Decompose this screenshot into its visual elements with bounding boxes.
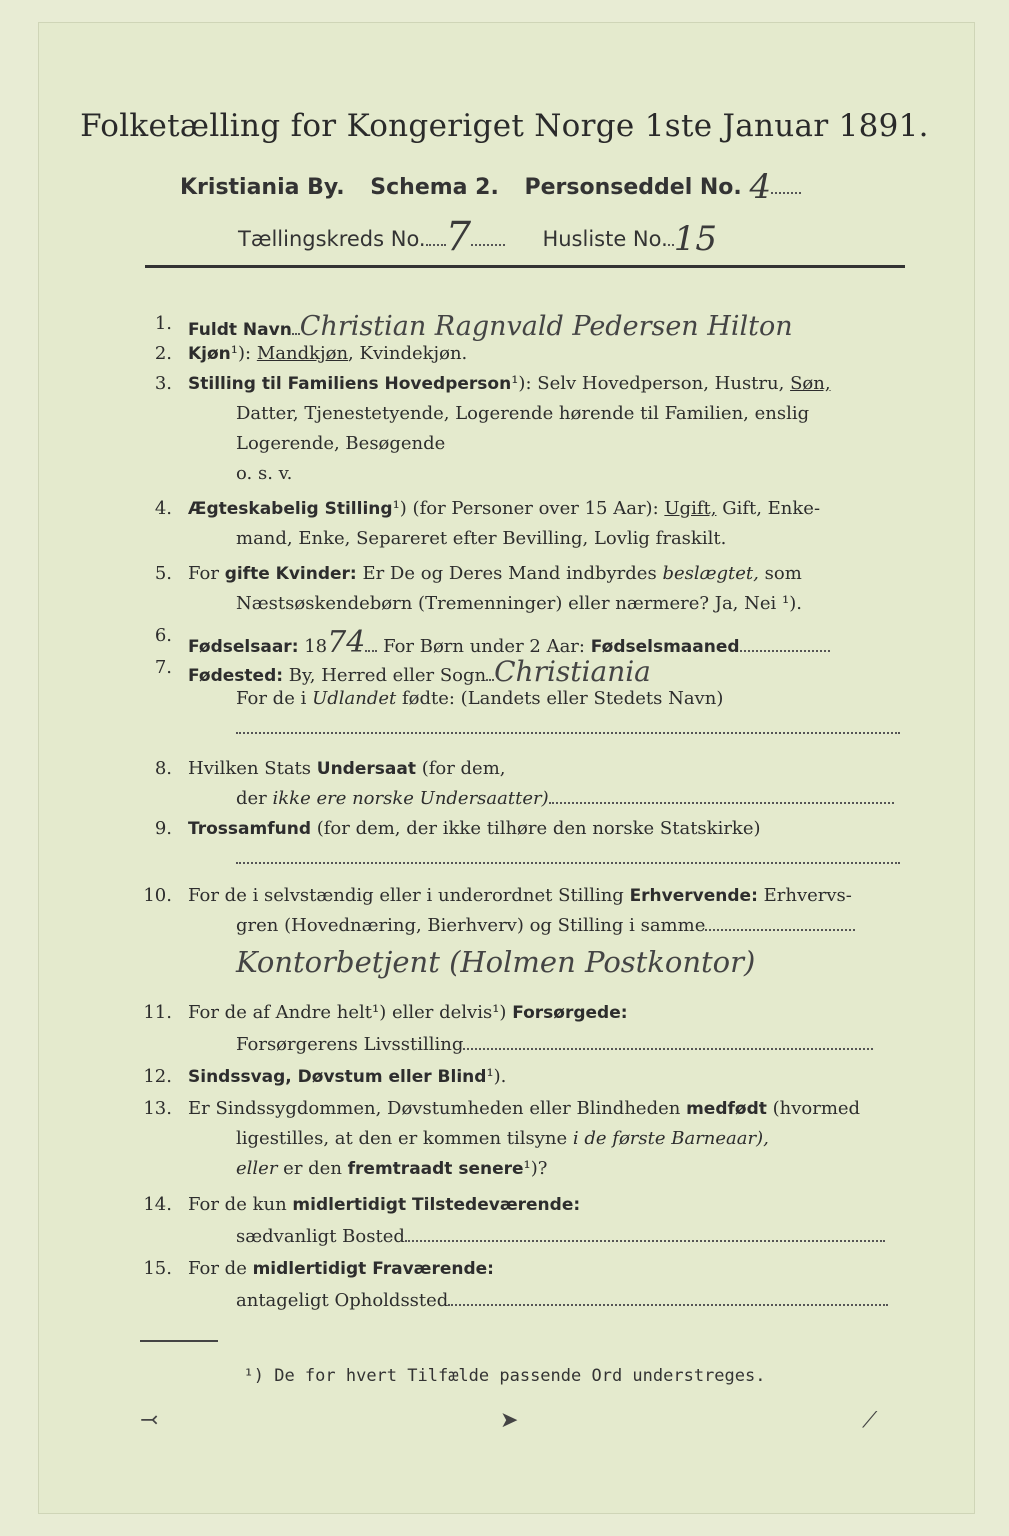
dependents-line-2 xyxy=(236,1034,873,1055)
item-number: 4. xyxy=(154,498,172,519)
item-family-position xyxy=(188,373,831,394)
footnote: ¹) De for hvert Tilfælde passende Ord understreges. xyxy=(243,1366,766,1386)
item-birthplace xyxy=(188,655,651,688)
item-congenital xyxy=(188,1098,860,1119)
birthplace-dotted-line xyxy=(236,718,900,739)
birth-month-text: For Børn under 2 Aar: xyxy=(383,636,585,657)
citizenship-pre: Hvilken Stats xyxy=(188,758,312,779)
item-disability xyxy=(188,1066,506,1087)
corner-mark-icon: ⟋ xyxy=(862,1408,878,1433)
birthplace-abroad: Udlandet xyxy=(312,688,397,709)
footnote-ref: ¹)? xyxy=(523,1158,548,1179)
item-number: 11. xyxy=(143,1002,172,1023)
personseddel-number: 4 xyxy=(749,167,772,207)
occupation-label: Erhvervende: xyxy=(629,886,758,906)
form-subtitle xyxy=(180,163,801,207)
citizenship-line-2 xyxy=(236,788,894,809)
item-number: 13. xyxy=(143,1098,172,1119)
footnote-ref: ¹) xyxy=(392,498,407,519)
item-citizenship xyxy=(188,758,506,779)
congenital-label: medfødt xyxy=(686,1099,767,1119)
husliste-number: 15 xyxy=(673,219,718,259)
religion-dotted-line xyxy=(236,848,900,869)
item-number: 8. xyxy=(154,758,172,779)
birthplace-text: By, Herred eller Sogn xyxy=(288,665,487,686)
full-name-label: Fuldt Navn xyxy=(188,320,292,340)
congenital-line-3-text: er den xyxy=(283,1158,342,1179)
family-position-options: Selv Hovedperson, Hustru, xyxy=(537,373,785,394)
item-married-women xyxy=(188,563,802,584)
married-women-line-2: Næstsøskendebørn (Tremenninger) eller nærmere? Ja, Nei ¹). xyxy=(236,593,802,614)
tellingskreds-label: Tællingskreds No. xyxy=(238,227,426,251)
religion-text: (for dem, der ikke tilhøre den norske Statskirke) xyxy=(316,818,761,839)
item-dependents xyxy=(188,1002,628,1023)
dependents-line-2-text: Forsørgerens Livsstilling xyxy=(236,1034,464,1055)
corner-mark-icon: ⤙ xyxy=(140,1408,159,1433)
item-number: 1. xyxy=(154,313,172,334)
birthplace-abroad-pre: For de i xyxy=(236,688,307,709)
item-number: 5. xyxy=(154,563,172,584)
marital-status-label: Ægteskabelig Stilling xyxy=(188,499,393,519)
temporary-absent-pre: For de xyxy=(188,1258,247,1279)
occupation-answer: Kontorbetjent (Holmen Postkontor) xyxy=(236,945,756,979)
city-label: Kristiania By. xyxy=(180,175,345,200)
congenital-pre: Er Sindssygdommen, Døvstumheden eller Blindheden xyxy=(188,1098,681,1119)
religion-label: Trossamfund xyxy=(188,819,311,839)
family-position-son: Søn, xyxy=(790,373,831,394)
item-occupation xyxy=(188,885,852,906)
married-women-text-2: som xyxy=(764,563,802,584)
citizenship-text: (for dem, xyxy=(421,758,506,779)
center-mark-icon: ➤ xyxy=(500,1408,519,1433)
item-number: 12. xyxy=(143,1066,172,1087)
footnote-ref: ¹). xyxy=(486,1066,507,1087)
occupation-answer-line xyxy=(236,945,755,979)
family-position-line-2: Datter, Tjenestetyende, Logerende hørende til Familien, enslig xyxy=(236,403,810,424)
birthplace-line-2 xyxy=(236,688,723,709)
congenital-line-3-italic: eller xyxy=(236,1158,278,1179)
item-number: 9. xyxy=(154,818,172,839)
item-marital-status xyxy=(188,498,820,519)
item-number: 2. xyxy=(154,343,172,364)
occupation-line-2-text: gren (Hovednæring, Bierhverv) og Stilling i samme xyxy=(236,915,706,936)
congenital-later-label: fremtraadt senere xyxy=(347,1159,524,1179)
temporary-present-line-2-text: sædvanligt Bosted xyxy=(236,1226,405,1247)
occupation-line-2 xyxy=(236,915,855,936)
footnote-ref: ¹): xyxy=(230,343,252,364)
congenital-line-2-italic: i de første Barneaar), xyxy=(572,1128,769,1149)
header-rule xyxy=(145,265,905,268)
item-temporary-present xyxy=(188,1194,580,1215)
citizenship-line-2-pre: der xyxy=(236,788,267,809)
marital-status-unmarried: Ugift, xyxy=(664,498,717,519)
married-women-related: beslægtet, xyxy=(662,563,759,584)
married-women-label: gifte Kvinder: xyxy=(224,564,357,584)
occupation-pre: For de i selvstændig eller i underordnet Stilling xyxy=(188,885,624,906)
birthplace-label: Fødested: xyxy=(188,666,284,686)
temporary-present-pre: For de kun xyxy=(188,1194,287,1215)
marital-status-text: (for Personer over 15 Aar): xyxy=(412,498,659,519)
item-number: 14. xyxy=(143,1194,172,1215)
temporary-absent-label: midlertidigt Fraværende: xyxy=(252,1259,494,1279)
birthplace-answer: Christiania xyxy=(494,655,651,688)
footnote-ref: ¹): xyxy=(511,373,532,394)
congenital-line-3 xyxy=(236,1158,547,1179)
disability-label: Sindssvag, Døvstum eller Blind xyxy=(188,1067,487,1087)
item-full-name xyxy=(188,311,793,342)
temporary-absent-line-2 xyxy=(236,1290,888,1311)
sex-label: Kjøn xyxy=(188,344,231,364)
birth-year-label: Fødselsaar: xyxy=(188,637,299,657)
temporary-present-label: midlertidigt Tilstedeværende: xyxy=(292,1195,581,1215)
husliste-label: Husliste No. xyxy=(542,227,668,251)
form-subtitle-2 xyxy=(238,210,718,260)
item-number: 10. xyxy=(143,885,172,906)
married-women-text: Er De og Deres Mand indbyrdes xyxy=(362,563,657,584)
item-temporary-absent xyxy=(188,1258,494,1279)
item-number: 15. xyxy=(143,1258,172,1279)
birthplace-abroad-text: fødte: (Landets eller Stedets Navn) xyxy=(401,688,724,709)
temporary-absent-line-2-text: antageligt Opholdssted xyxy=(236,1290,449,1311)
personseddel-label: Personseddel No. xyxy=(524,175,742,200)
congenital-line-2 xyxy=(236,1128,769,1149)
marital-status-line-2: mand, Enke, Separeret efter Bevilling, Lovlig fraskilt. xyxy=(236,528,727,549)
item-religion xyxy=(188,818,761,839)
married-women-pre: For xyxy=(188,563,219,584)
occupation-text: Erhvervs- xyxy=(763,885,852,906)
dependents-label: Forsørgede: xyxy=(512,1003,628,1023)
family-position-line-3: Logerende, Besøgende xyxy=(236,433,446,454)
birth-year-answer: 74 xyxy=(327,625,366,660)
item-number: 6. xyxy=(154,625,172,646)
citizenship-line-2-italic: ikke ere norske Undersaatter) xyxy=(272,788,549,809)
form-title: Folketælling for Kongeriget Norge 1ste Januar 1891. xyxy=(80,108,929,144)
item-number: 3. xyxy=(154,373,172,394)
family-position-line-4: o. s. v. xyxy=(236,463,293,484)
item-number: 7. xyxy=(154,657,172,678)
family-position-label: Stilling til Familiens Hovedperson xyxy=(188,374,512,394)
sex-option-male: Mandkjøn xyxy=(256,343,349,364)
temporary-present-line-2 xyxy=(236,1226,885,1247)
congenital-text: (hvormed xyxy=(772,1098,861,1119)
footnote-rule xyxy=(140,1340,218,1342)
birth-month-label: Fødselsmaaned xyxy=(590,637,740,657)
full-name-answer: Christian Ragnvald Pedersen Hilton xyxy=(299,311,793,342)
sex-option-female: , Kvindekjøn. xyxy=(348,343,468,364)
schema-label: Schema 2. xyxy=(370,175,499,200)
marital-status-text-2: Gift, Enke- xyxy=(722,498,821,519)
item-sex xyxy=(188,343,467,364)
birth-year-prefix: 18 xyxy=(304,636,328,657)
dependents-pre: For de af Andre helt¹) eller delvis¹) xyxy=(188,1002,507,1023)
tellingskreds-number: 7 xyxy=(445,214,472,260)
citizenship-label: Undersaat xyxy=(316,759,416,779)
congenital-line-2-text: ligestilles, at den er kommen tilsyne xyxy=(236,1128,568,1149)
